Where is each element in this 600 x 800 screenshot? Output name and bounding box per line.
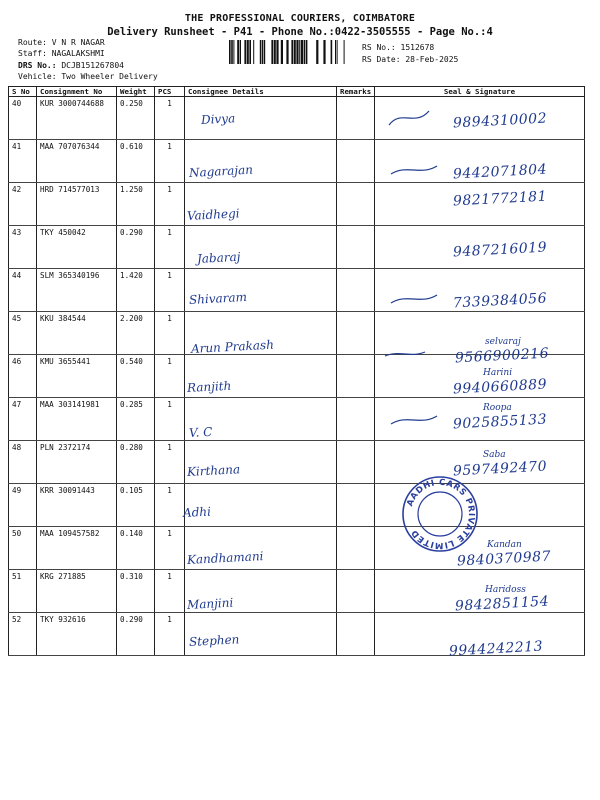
- consignee-handwriting: Nagarajan: [188, 162, 254, 180]
- table-row: [9, 484, 585, 527]
- cell-pcs: 1: [155, 484, 185, 527]
- cell-remarks: [337, 613, 375, 656]
- cell-sno: 44: [9, 269, 37, 312]
- cell-sno: 48: [9, 441, 37, 484]
- table-row: [9, 441, 585, 484]
- signature-phone: 9821772181: [452, 188, 548, 210]
- table-row: [9, 398, 585, 441]
- cell-consignee: [185, 269, 337, 312]
- cell-pcs: 1: [155, 441, 185, 484]
- signature-phone: 9597492470: [452, 458, 548, 480]
- cell-consignment: HRD 714577013: [37, 183, 117, 226]
- signature-phone: 9894310002: [452, 110, 548, 132]
- signature-phone: 9842851154: [454, 593, 550, 615]
- cell-sno: 47: [9, 398, 37, 441]
- cell-seal-signature: [375, 97, 585, 140]
- signature-phone: 9840370987: [456, 548, 552, 570]
- cell-consignee: [185, 570, 337, 613]
- consignee-handwriting: Kirthana: [186, 462, 241, 479]
- signature-name: Haridoss: [485, 585, 526, 595]
- cell-consignment: PLN 2372174: [37, 441, 117, 484]
- cell-seal-signature: [375, 355, 585, 398]
- runsheet-title: Delivery Runsheet - P41 - Phone No.:0422-3505555 - Page No.:4: [107, 26, 493, 38]
- consignee-handwriting: Manjini: [186, 595, 234, 612]
- runsheet-table: [8, 86, 585, 660]
- cell-pcs: 1: [155, 613, 185, 656]
- cell-seal-signature: [375, 570, 585, 613]
- cell-sno: 45: [9, 312, 37, 355]
- cell-seal-signature: [375, 398, 585, 441]
- cell-pcs: 1: [155, 312, 185, 355]
- consignee-handwriting: Stephen: [188, 632, 240, 649]
- cell-sno: 52: [9, 613, 37, 656]
- cell-pcs: 1: [155, 398, 185, 441]
- table-row: [9, 97, 585, 140]
- cell-consignee: [185, 355, 337, 398]
- cell-remarks: [337, 183, 375, 226]
- cell-sno: 40: [9, 97, 37, 140]
- cell-weight: 0.540: [117, 355, 155, 398]
- signature-name: Harini: [483, 368, 513, 378]
- cell-consignment: MAA 109457582: [37, 527, 117, 570]
- svg-text:AADHI CARS PRIVATE LIMITED: [405, 478, 476, 550]
- consignee-handwriting: V. C: [188, 424, 213, 440]
- cell-remarks: [337, 312, 375, 355]
- cell-remarks: [337, 484, 375, 527]
- cell-consignee: [185, 226, 337, 269]
- cell-weight: 0.285: [117, 398, 155, 441]
- signature-phone: 9940660889: [452, 376, 548, 398]
- signature-scribble: [381, 156, 451, 186]
- cell-remarks: [337, 97, 375, 140]
- cell-pcs: 1: [155, 269, 185, 312]
- cell-pcs: 1: [155, 140, 185, 183]
- rs-date: RS Date: 28-Feb-2025: [362, 55, 459, 64]
- consignee-handwriting: Arun Prakash: [190, 337, 275, 356]
- consignee-handwriting: Jabaraj: [196, 249, 241, 266]
- table-row: [9, 527, 585, 570]
- cell-sno: 43: [9, 226, 37, 269]
- company-seal-stamp: [400, 474, 480, 554]
- cell-pcs: 1: [155, 226, 185, 269]
- signature-name: selvaraj: [485, 337, 521, 347]
- signature-scribble: [381, 285, 451, 315]
- cell-sno: 42: [9, 183, 37, 226]
- cell-consignee: [185, 398, 337, 441]
- cell-seal-signature: [375, 269, 585, 312]
- cell-pcs: 1: [155, 183, 185, 226]
- cell-remarks: [337, 269, 375, 312]
- consignee-handwriting: Ranjith: [186, 378, 232, 395]
- cell-remarks: [337, 570, 375, 613]
- rs-number: RS No.: 1512678: [362, 43, 435, 52]
- col-header-pcs: PCS: [155, 87, 185, 97]
- cell-consignee: [185, 312, 337, 355]
- cell-weight: 0.280: [117, 441, 155, 484]
- col-header-consignee: Consignee Details: [185, 87, 337, 97]
- cell-weight: 1.420: [117, 269, 155, 312]
- table-row: [9, 226, 585, 269]
- consignee-handwriting: Divya: [200, 111, 236, 127]
- table-header-row: [9, 87, 585, 97]
- company-name: THE PROFESSIONAL COURIERS, COIMBATORE: [184, 13, 416, 24]
- cell-remarks: [337, 140, 375, 183]
- vehicle-label: Vehicle: Two Wheeler Delivery: [18, 72, 158, 81]
- col-header-sno: S No: [9, 87, 37, 97]
- drs-label: DRS No.:: [18, 61, 57, 70]
- cell-weight: 1.250: [117, 183, 155, 226]
- cell-consignment: MAA 707076344: [37, 140, 117, 183]
- route-label: Route: V N R NAGAR: [18, 38, 105, 47]
- cell-weight: 0.140: [117, 527, 155, 570]
- signature-phone: 9566900216: [454, 345, 550, 367]
- cell-pcs: 1: [155, 527, 185, 570]
- signature-phone: 9487216019: [452, 239, 548, 261]
- cell-consignee: [185, 140, 337, 183]
- cell-seal-signature: [375, 183, 585, 226]
- cell-pcs: 1: [155, 97, 185, 140]
- cell-sno: 41: [9, 140, 37, 183]
- signature-name: Roopa: [483, 403, 512, 413]
- cell-weight: 2.200: [117, 312, 155, 355]
- col-header-seal: Seal & Signature: [375, 87, 585, 97]
- table-row: [9, 312, 585, 355]
- signature-phone: 7339384056: [452, 290, 548, 312]
- cell-weight: 0.290: [117, 226, 155, 269]
- drs-number: [18, 61, 124, 70]
- cell-consignment: TKY 450042: [37, 226, 117, 269]
- signature-name: Saba: [483, 450, 506, 460]
- stamp-text: AADHI CARS PRIVATE LIMITED: [405, 477, 477, 551]
- cell-pcs: 1: [155, 570, 185, 613]
- consignee-handwriting: Shivaram: [188, 289, 248, 307]
- cell-remarks: [337, 226, 375, 269]
- cell-consignment: SLM 365340196: [37, 269, 117, 312]
- cell-consignee: [185, 97, 337, 140]
- barcode-image: [229, 40, 356, 64]
- cell-sno: 46: [9, 355, 37, 398]
- table-row: [9, 613, 585, 656]
- signature-phone: 9944242213: [448, 638, 544, 660]
- cell-sno: 49: [9, 484, 37, 527]
- table-row: [9, 183, 585, 226]
- cell-remarks: [337, 527, 375, 570]
- cell-pcs: 1: [155, 355, 185, 398]
- col-header-remarks: Remarks: [337, 87, 375, 97]
- consignee-handwriting: Kandhamani: [186, 549, 264, 567]
- cell-remarks: [337, 355, 375, 398]
- cell-weight: 0.290: [117, 613, 155, 656]
- cell-seal-signature: [375, 140, 585, 183]
- col-header-consignment: Consignment No: [37, 87, 117, 97]
- cell-weight: 0.610: [117, 140, 155, 183]
- consignee-handwriting: Adhi: [182, 504, 212, 520]
- staff-label: Staff: NAGALAKSHMI: [18, 49, 105, 58]
- cell-weight: 0.310: [117, 570, 155, 613]
- cell-consignee: [185, 527, 337, 570]
- cell-weight: 0.105: [117, 484, 155, 527]
- cell-consignment: KRR 30091443: [37, 484, 117, 527]
- signature-phone: 9025855133: [452, 411, 548, 433]
- drs-value: DCJB151267804: [61, 61, 124, 70]
- signature-scribble: [381, 406, 451, 436]
- cell-sno: 50: [9, 527, 37, 570]
- col-header-weight: Weight: [117, 87, 155, 97]
- consignee-handwriting: Vaidhegi: [186, 206, 240, 223]
- cell-remarks: [337, 441, 375, 484]
- cell-seal-signature: [375, 613, 585, 660]
- table-row: [9, 269, 585, 312]
- signature-scribble: [381, 105, 451, 135]
- cell-consignee: [185, 441, 337, 484]
- cell-consignment: KKU 384544: [37, 312, 117, 355]
- cell-remarks: [337, 398, 375, 441]
- cell-consignment: KUR 3000744688: [37, 97, 117, 140]
- table-row: [9, 355, 585, 398]
- cell-consignment: MAA 303141981: [37, 398, 117, 441]
- cell-consignment: KMU 3655441: [37, 355, 117, 398]
- cell-weight: 0.250: [117, 97, 155, 140]
- cell-consignment: TKY 932616: [37, 613, 117, 656]
- table-row: [9, 140, 585, 183]
- cell-sno: 51: [9, 570, 37, 613]
- cell-consignee: [185, 183, 337, 226]
- cell-seal-signature: [375, 226, 585, 269]
- cell-consignee: [185, 613, 337, 656]
- cell-seal-signature: [375, 312, 585, 367]
- cell-consignee: [182, 484, 337, 527]
- table-row: [9, 570, 585, 613]
- signature-name: Kandan: [487, 540, 522, 550]
- cell-consignment: KRG 271885: [37, 570, 117, 613]
- signature-phone: 9442071804: [452, 161, 548, 183]
